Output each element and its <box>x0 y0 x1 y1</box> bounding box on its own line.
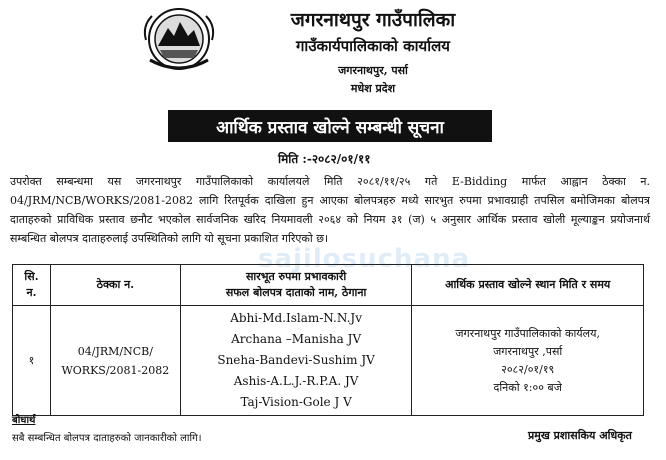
cc-text: सबै सम्बन्धित बोलपत्र दाताहरुको जानकारीको लागि। <box>12 433 202 444</box>
notice-title: आर्थिक प्रस्ताव खोल्ने सम्बन्धी सूचना <box>168 110 492 142</box>
province-name: मधेश प्रदेश <box>350 82 396 95</box>
bidder-name: Sneha-Bandevi-Sushim JV <box>217 353 375 367</box>
row-sn: १ <box>13 306 51 416</box>
table-row <box>13 306 644 416</box>
row-opening: जगरनाथपुर गाउँपालिकाको कार्यलय, जगरनाथपुर ,पर्सा २०८२/०१/१९ दनिको १:०० बजे <box>412 306 644 416</box>
table-header-row <box>13 265 644 306</box>
col-bidders: सारभूत रुपमा प्रभावकारी सफल बोलपत्र दाताको नाम, ठेगाना <box>180 265 412 306</box>
row-contract: 04/JRM/NCB/ WORKS/2081-2082 <box>50 306 180 416</box>
watermark-text: sajilosuchana <box>258 244 471 274</box>
bidder-name: Abhi-Md.Islam-N.N.Jv <box>230 311 362 325</box>
municipality-name: जगरनाथपुर गाउँपालिका <box>290 9 456 31</box>
col-sn: सि. न. <box>13 265 51 306</box>
col-contract: ठेक्का न. <box>50 265 180 306</box>
bidder-name: Archana –Manisha JV <box>231 332 362 346</box>
cc-title: बोधार्थ <box>12 415 36 426</box>
bidder-name: Ashis-A.L.J.-R.P.A. JV <box>233 374 359 388</box>
notice-body: उपरोक्त सम्बन्धमा यस जगरनाथपुर गाउँपालिकाको कार्यालयले मिति २०८१/११/२५ गते E-Bidding मार्फत आह्वान ठेक्का न. 04/JRM/NCB/WORKS/2081-2082 लागि रितपूर्वक दाखिला हुन आएका बोलपत्रहरु मध्ये सारभुत रुपमा प्रभावग्राही तपसिल बमोजिमका बोलपत्र दाताहरुको प्राविधिक प्रस्ताव छनौट भएकोल सार्वजनिक खरिद नियमावली २०६४ को नियम ३१ (ज) ५ अनुसार आर्थिक प्रस्ताव खोली मूल्याङ्कन प्रयोजनार्थ सम्बन्धित बोलपत्र दाताहरुलाई उपस्थितिको लागि यो सूचना प्रकाशित गरिएको छ। <box>10 175 650 245</box>
notice-date: मिति :-२०८२/०१/११ <box>278 152 371 166</box>
signatory: प्रमुख प्रशासकिय अधिकृत <box>528 429 632 442</box>
office-address: जगरनाथपुर, पर्सा <box>338 64 408 77</box>
bidder-name: Taj-Vision-Gole J V <box>240 395 352 409</box>
row-bidders <box>180 306 412 416</box>
col-opening: आर्थिक प्रस्ताव खोल्ने स्थान मिति र समय <box>412 265 644 306</box>
office-name: गाउँकार्यपालिकाको कार्यालय <box>295 37 450 55</box>
bidders-table <box>12 264 644 416</box>
